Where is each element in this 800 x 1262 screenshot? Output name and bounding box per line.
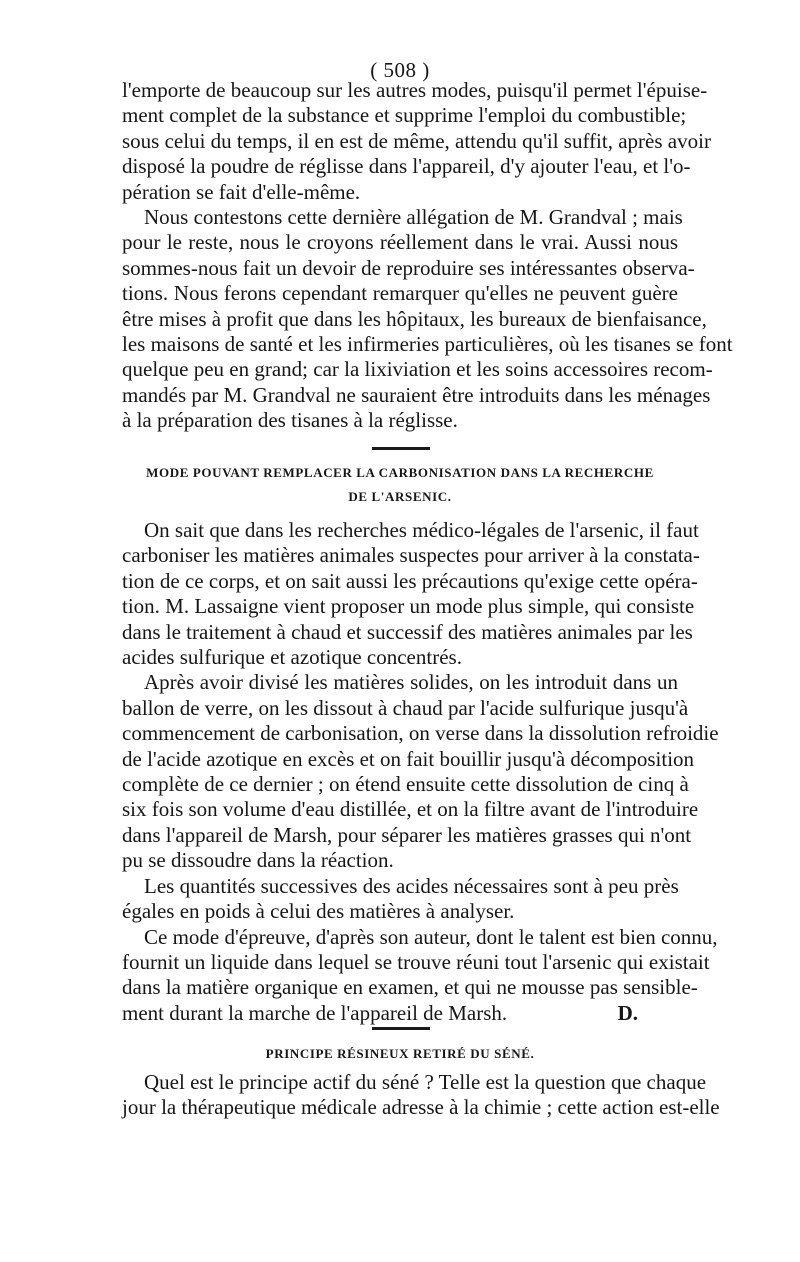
text-line: carboniser les matières animales suspectes pour arriver à la constata-	[122, 543, 700, 568]
text-line: sommes-nous fait un devoir de reproduire ses intéressantes observa-	[122, 255, 695, 280]
text-line: Après avoir divisé les matières solides, on les introduit dans un	[144, 670, 678, 695]
author-signature: D.	[617, 1000, 638, 1025]
text-line: ballon de verre, on les dissout à chaud par l'acide sulfurique jusqu'à	[122, 695, 689, 720]
closing-line	[122, 1001, 678, 1026]
text-line: quelque peu en grand; car la lixiviation et les soins accessoires recom-	[122, 357, 713, 382]
paragraph-continuation	[122, 78, 733, 434]
text-line: de l'acide azotique en excès et on fait bouillir jusqu'à décomposition	[122, 746, 695, 771]
text-line: On sait que dans les recherches médico-légales de l'arsenic, il faut	[144, 518, 699, 542]
text-line: dans l'appareil de Marsh, pour séparer les matières grasses qui n'ont	[122, 822, 692, 847]
text-line: six fois son volume d'eau distillée, et on la filtre avant de l'introduire	[122, 797, 699, 822]
text-line: Ce mode d'épreuve, d'après son auteur, dont le talent est bien connu,	[144, 924, 718, 949]
heading-line: DE L'ARSENIC.	[348, 489, 452, 504]
text-line: être mises à profit que dans les hôpitaux, les bureaux de bienfaisance,	[122, 306, 707, 331]
text-line: tion. M. Lassaigne vient proposer un mode plus simple, qui consiste	[122, 594, 695, 619]
text-line: tions. Nous ferons cependant remarquer qu'elles ne peuvent guère	[122, 281, 678, 306]
text-line: complète de ce dernier ; on étend ensuite cette dissolution de cinq à	[122, 772, 689, 797]
heading-line: MODE POUVANT REMPLACER LA CARBONISATION DANS LA RECHERCHE	[146, 465, 654, 480]
heading-line: PRINCIPE RÉSINEUX RETIRÉ DU SÉNÉ.	[265, 1046, 535, 1061]
text-line: pu se dissoudre dans la réaction.	[122, 848, 394, 873]
text-line: Quel est le principe actif du séné ? Telle est la question que chaque	[144, 1070, 707, 1094]
text-line: mandés par M. Grandval ne sauraient être introduits dans les ménages	[122, 382, 711, 407]
paragraph-sene	[122, 1070, 720, 1121]
text-line: sous celui du temps, il en est de même, attendu qu'il suffit, après avoir	[122, 128, 711, 153]
text-line: l'emporte de beaucoup sur les autres modes, puisqu'il permet l'épuise-	[122, 78, 708, 102]
section-heading-sene	[100, 1042, 700, 1066]
section-heading-arsenic	[100, 461, 700, 509]
text-line: acides sulfurique et azotique concentrés.	[122, 645, 462, 670]
text-line: tion de ce corps, et on sait aussi les précautions qu'exige cette opéra-	[122, 568, 698, 593]
text-line: Nous contestons cette dernière allégation de M. Grandval ; mais	[144, 205, 683, 230]
text-line: égales en poids à celui des matières à analyser.	[122, 899, 515, 924]
text-line: pour le reste, nous le croyons réellement dans le vrai. Aussi nous	[122, 230, 678, 255]
text-line: à la préparation des tisanes à la réglisse.	[122, 408, 458, 433]
text-line: dans la matière organique en examen, et qui ne mousse pas sensible-	[122, 975, 698, 1000]
text-line: ment durant la marche de l'appareil de Marsh.	[122, 1000, 508, 1025]
section-divider	[372, 1027, 430, 1030]
text-line: ment complet de la substance et supprime l'emploi du combustible;	[122, 103, 687, 128]
page-number: ( 508 )	[370, 58, 430, 82]
text-line: Les quantités successives des acides nécessaires sont à peu près	[144, 873, 679, 898]
text-line: pération se fait d'elle-même.	[122, 179, 361, 204]
text-line: commencement de carbonisation, on verse dans la dissolution refroidie	[122, 721, 719, 746]
text-line: les maisons de santé et les infirmeries particulières, où les tisanes se font	[122, 332, 733, 357]
paragraph-arsenic	[122, 518, 719, 1026]
text-line: disposé la poudre de réglisse dans l'appareil, d'y ajouter l'eau, et l'o-	[122, 154, 691, 179]
text-line: fournit un liquide dans lequel se trouve réuni tout l'arsenic qui existait	[122, 949, 710, 974]
text-line: dans le traitement à chaud et successif des matières animales par les	[122, 619, 693, 644]
section-divider	[372, 447, 430, 450]
text-line: jour la thérapeutique médicale adresse à la chimie ; cette action est-elle	[122, 1095, 720, 1120]
